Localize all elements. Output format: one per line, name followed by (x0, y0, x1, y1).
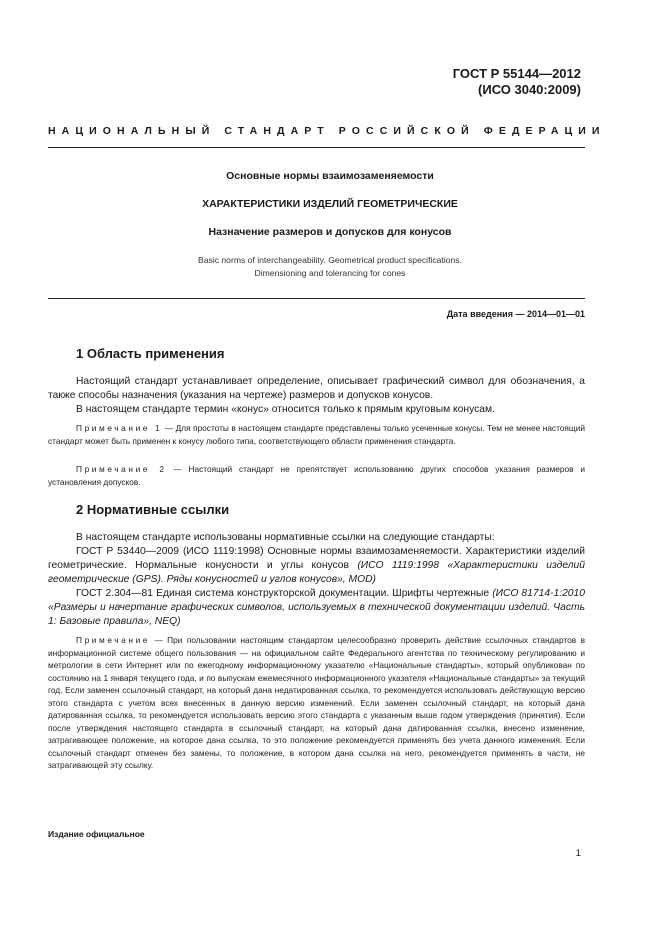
note-2 (48, 463, 585, 488)
reference-2-text: ГОСТ 2.304—81 Единая система конструкторской документации. Шрифты чертежные (76, 588, 493, 599)
section-1-para-1: Настоящий стандарт устанавливает определение, описывает графический символ для обозначения, а также способы назначения (указания на чертеже) размеров и допусков конусов. (48, 376, 585, 401)
reference-1-text: ГОСТ Р 53440—2009 (ИСО 1119:1998) Основные нормы взаимозаменяемости. Характеристики изделий геометрические. Нормальные конусности и углы конусов (48, 546, 585, 571)
reference-1-iso: (ИСО 1119:1998 «Характеристики изделий геометрические (GPS). Ряды конусностей и углов конусов», MOD) (48, 560, 586, 585)
title-line-3: Назначение размеров и допусков для конусов (208, 226, 452, 238)
document-number-block (453, 66, 581, 98)
section-2-heading: 2 Нормативные ссылки (76, 502, 230, 517)
section-2-para-1: В настоящем стандарте использованы нормативные ссылки на следующие стандарты: (76, 532, 495, 543)
note-1-label: Примечание 1 (76, 423, 163, 433)
note-1-text: — Для простоты в настоящем стандарте представлены только усеченные конусы. Тем не менее настоящий стандарт может быть применен к конусу любого типа, соответствующего области применения стандарта. (48, 423, 585, 446)
section-1-body (48, 375, 585, 417)
reference-2 (48, 587, 585, 629)
note-references-label: Примечание (76, 635, 151, 645)
gost-number: ГОСТ Р 55144—2012 (452, 66, 581, 81)
note-1 (48, 422, 585, 447)
title-line-2: ХАРАКТЕРИСТИКИ ИЗДЕЛИЙ ГЕОМЕТРИЧЕСКИЕ (202, 198, 458, 210)
section-1-heading: 1 Область применения (76, 346, 225, 361)
title-divider (48, 298, 585, 299)
note-references-text: — При пользовании настоящим стандартом целесообразно проверить действие ссылочных стандартов в информационной системе общего пользования — на официальном сайте Федерального агентства по техническому регулированию и метрологии в сети Интернет или по ежегодному информационному указателю «Национальные стандарты», который опубликован по состоянию на 1 января текущего года, и по выпускам ежемесячного информационного указателя «Национальные стандарты» за текущий год. Если заменен ссылочный стандарт, на который дана недатированная ссылка, то рекомендуется использовать действующую версию этого стандарта с учетом всех внесенных в данную версию изменений. Если заменен ссылочный стандарт, на который дана датированная ссылка, то рекомендуется использовать версию этого стандарта с указанным выше годом утверждения (принятия). Если после утверждения настоящего стандарта в ссылочный стандарт, на который дана датированная ссылка, внесено изменение, затрагивающее положение, на которое дана ссылка, то это положение рекомендуется применять без учета данного изменения. Если ссылочный стандарт отменен без замены, то положение, в котором дана ссылка на него, рекомендуется применять в части, не затрагивающей эту ссылку. (48, 635, 585, 770)
iso-number: (ИСО 3040:2009) (478, 82, 581, 97)
english-title-2: Dimensioning and tolerancing for cones (254, 268, 406, 278)
introduction-date: Дата введения — 2014—01—01 (446, 309, 585, 319)
reference-1 (48, 545, 585, 587)
section-2-body (48, 531, 585, 629)
title-line-1: Основные нормы взаимозаменяемости (226, 170, 434, 182)
note-2-label: Примечание 2 (76, 464, 167, 474)
section-1-para-2: В настоящем стандарте термин «конус» относится только к прямым круговым конусам. (76, 404, 495, 415)
english-title-1: Basic norms of interchangeability. Geometrical product specifications. (198, 255, 462, 265)
official-edition-label: Издание официальное (48, 829, 145, 839)
header-divider (48, 147, 585, 148)
national-standard-title: НАЦИОНАЛЬНЫЙ СТАНДАРТ РОССИЙСКОЙ ФЕДЕРАЦИИ (48, 125, 606, 137)
note-2-text: — Настоящий стандарт не препятствует использованию других способов указания размеров и установления допусков. (48, 464, 585, 487)
note-references (48, 634, 585, 772)
reference-2-iso: (ИСО 81714-1:2010 «Размеры и начертание графических символов, используемых в технической документации изделий. Часть 1: Базовые правила», NEQ) (48, 588, 585, 627)
page-number: 1 (575, 848, 581, 859)
